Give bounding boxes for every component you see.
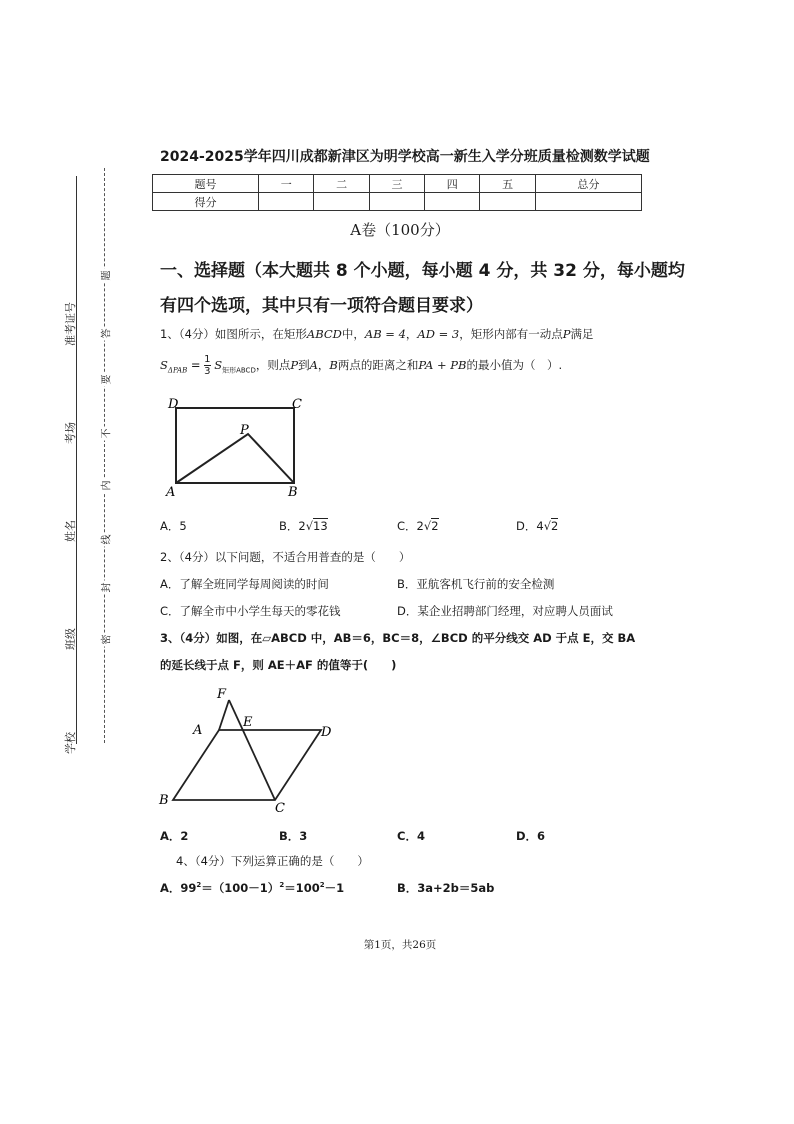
seal-char: 答 xyxy=(98,327,113,341)
option-coef: 2 xyxy=(298,519,306,533)
q1-area-rhs-sub: 矩形ABCD xyxy=(222,366,256,375)
q1-area-lhs: S xyxy=(160,358,168,372)
q1-text: 中， xyxy=(341,327,365,341)
q1-fraction xyxy=(204,354,210,377)
q1-stem-line2 xyxy=(160,352,562,383)
q1-frac-num: 1 xyxy=(204,354,211,365)
score-cell xyxy=(425,193,480,211)
q3-label-d: D xyxy=(321,725,332,740)
binding-line-left xyxy=(76,176,77,744)
q1-frac-den: 3 xyxy=(204,366,211,377)
q1-eq: = xyxy=(190,358,201,372)
q1-option-b[interactable] xyxy=(279,518,328,534)
q4-a-exp: 2 xyxy=(279,881,285,890)
q3-label-b: B xyxy=(159,793,169,808)
q1-label-p: P xyxy=(240,423,249,438)
q1-text: 到 xyxy=(298,358,310,372)
seal-char: 封 xyxy=(98,581,113,595)
seal-char: 内 xyxy=(98,479,113,493)
score-table-header: 二 xyxy=(314,175,369,193)
q1-triangle-apb xyxy=(176,434,294,483)
q3-label-e: E xyxy=(243,715,253,730)
q4-a-rhs: ＝100 xyxy=(284,881,320,895)
q1-label-a: A xyxy=(166,485,176,500)
student-id-label: 准考证号 xyxy=(64,302,77,346)
score-table-header: 四 xyxy=(425,175,480,193)
q2-option-b[interactable]: B．亚航客机飞行前的安全检测 xyxy=(397,577,555,591)
q1-point-a: A xyxy=(309,358,318,372)
q1-text: ，矩形内部有一动点 xyxy=(459,327,563,341)
score-table-header: 一 xyxy=(259,175,314,193)
q1-option-c[interactable] xyxy=(397,518,439,534)
q3-stem-line2: 的延长线于点 F，则 AE＋AF 的值等于( ) xyxy=(160,658,397,672)
q1-area-rhs: S xyxy=(214,358,223,372)
q1-text: ， xyxy=(317,358,330,372)
q1-point: P xyxy=(562,327,571,341)
q3-option-a[interactable]: A．2 xyxy=(160,829,189,843)
q1-label-c: C xyxy=(292,397,302,412)
q3-label-c: C xyxy=(275,801,285,814)
score-table xyxy=(152,174,642,211)
option-letter: A． xyxy=(160,881,181,895)
q4-option-b[interactable]: B．3a+2b＝5ab xyxy=(397,881,495,895)
name-label: 姓名 xyxy=(64,520,77,542)
q1-text: 1、（4分）如图所示，在矩形 xyxy=(160,327,307,341)
page-footer: 第1页，共26页 xyxy=(363,939,437,951)
q3-option-d[interactable]: D．6 xyxy=(516,829,546,843)
q1-cond-ab: AB = 4 xyxy=(364,327,406,341)
q1-option-a[interactable] xyxy=(160,518,187,534)
q1-text: ， xyxy=(405,327,418,341)
seal-char: 要 xyxy=(98,373,113,387)
part1-heading-line2: 有四个选项，其中只有一项符合题目要求） xyxy=(160,296,483,316)
sqrt-icon: √ xyxy=(423,519,432,533)
option-letter: B． xyxy=(279,519,299,533)
q1-label-b: B xyxy=(288,485,298,500)
q2-option-d[interactable]: D．某企业招聘部门经理，对应聘人员面试 xyxy=(397,604,613,618)
option-value: 5 xyxy=(179,519,187,533)
option-radicand: 13 xyxy=(313,519,328,533)
q1-point-b: B xyxy=(329,358,338,372)
score-cell xyxy=(535,193,641,211)
q4-stem: 4、（4分）下列运算正确的是（ ） xyxy=(176,854,369,868)
q1-point: P xyxy=(290,358,299,372)
score-table-header: 题号 xyxy=(153,175,259,193)
q1-figure xyxy=(160,392,320,502)
q3-extension-af xyxy=(219,700,229,730)
class-label: 班级 xyxy=(64,628,77,650)
score-cell xyxy=(259,193,314,211)
q4-a-tail: －1 xyxy=(324,881,345,895)
q1-rect-name: ABCD xyxy=(306,327,342,341)
q1-area-lhs-sub: ΔPAB xyxy=(167,366,188,375)
seal-dotted-line xyxy=(104,168,105,743)
q1-stem-line1 xyxy=(160,326,593,342)
score-cell xyxy=(314,193,369,211)
part1-heading-line1: 一、选择题（本大题共 8 个小题，每小题 4 分，共 32 分，每小题均 xyxy=(160,261,685,281)
option-letter: D． xyxy=(516,519,537,533)
score-table-header: 总分 xyxy=(535,175,641,193)
q4-a-mid: ＝（100－1） xyxy=(201,881,280,895)
q1-text: 两点的距离之和 xyxy=(337,358,419,372)
option-radicand: 2 xyxy=(431,519,439,533)
q3-stem-line1: 3、（4分）如图，在▱ABCD 中，AB＝6，BC＝8，∠BCD 的平分线交 AD 于点 E，交 BA xyxy=(160,631,636,645)
score-table-score-row xyxy=(153,193,642,211)
score-cell xyxy=(480,193,535,211)
option-letter: C． xyxy=(397,519,417,533)
seal-char: 密 xyxy=(98,633,113,647)
sqrt-icon: √ xyxy=(305,519,314,533)
q4-a-exp: 2 xyxy=(319,881,325,890)
q1-text: 的最小值为（ ）. xyxy=(466,358,563,372)
seal-char: 不 xyxy=(98,427,113,441)
option-radicand: 2 xyxy=(551,519,559,533)
q2-option-c[interactable]: C．了解全市中小学生每天的零花钱 xyxy=(160,604,341,618)
q3-figure xyxy=(155,684,345,814)
option-coef: 4 xyxy=(536,519,544,533)
score-table-header: 三 xyxy=(369,175,424,193)
q3-option-c[interactable]: C．4 xyxy=(397,829,425,843)
score-table-header-row xyxy=(153,175,642,193)
q3-label-a: A xyxy=(193,723,203,738)
option-coef: 2 xyxy=(416,519,424,533)
q4-a-exp: 2 xyxy=(196,881,202,890)
q1-label-d: D xyxy=(168,397,179,412)
q1-option-d[interactable] xyxy=(516,518,558,534)
school-label: 学校 xyxy=(64,732,77,754)
exam-room-label: 考场 xyxy=(64,422,77,444)
q1-text: ，则点 xyxy=(255,358,291,372)
q3-label-f: F xyxy=(217,687,227,702)
q3-option-b[interactable]: B．3 xyxy=(279,829,308,843)
score-cell xyxy=(369,193,424,211)
option-letter: A． xyxy=(160,519,180,533)
q1-expr: PA + PB xyxy=(418,358,467,372)
section-a-heading: A卷（100分） xyxy=(350,221,450,239)
score-row-label: 得分 xyxy=(153,193,259,211)
seal-char: 线 xyxy=(98,533,113,547)
score-table-header: 五 xyxy=(480,175,535,193)
q1-text: 满足 xyxy=(570,327,594,341)
q2-option-a[interactable]: A．了解全班同学每周阅读的时间 xyxy=(160,577,329,591)
q4-a-base: 99 xyxy=(180,881,197,895)
sqrt-icon: √ xyxy=(543,519,552,533)
q2-stem: 2、（4分）以下问题，不适合用普查的是（ ） xyxy=(160,550,411,564)
seal-char: 题 xyxy=(98,269,113,283)
q4-option-a[interactable] xyxy=(160,880,344,896)
q1-cond-ad: AD = 3 xyxy=(417,327,460,341)
exam-title: 2024-2025学年四川成都新津区为明学校高一新生入学分班质量检测数学试题 xyxy=(160,149,650,165)
